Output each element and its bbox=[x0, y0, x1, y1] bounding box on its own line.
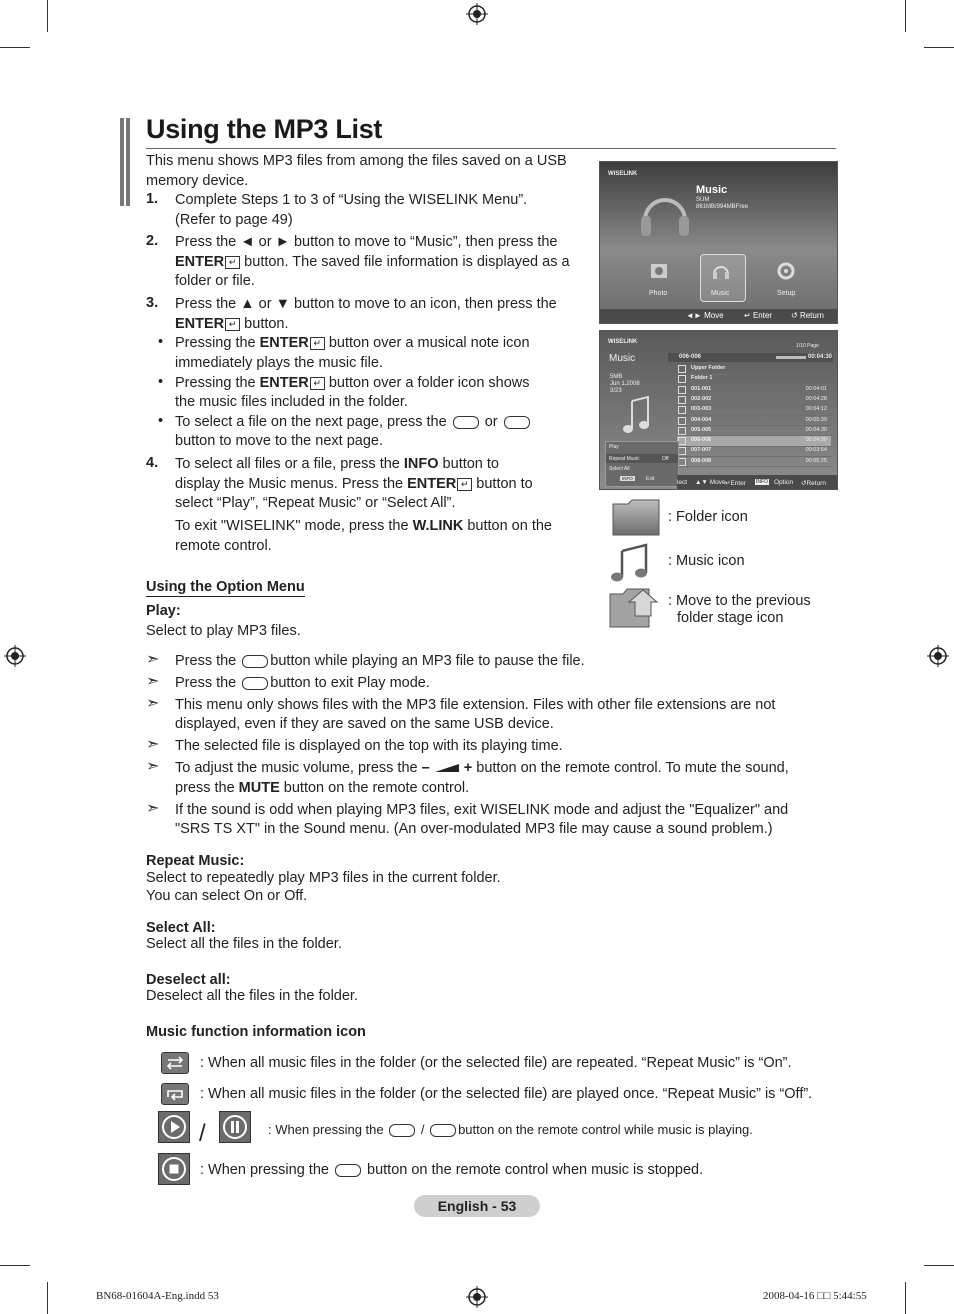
music-note-icon bbox=[678, 427, 686, 435]
bullet-dot: • bbox=[158, 413, 164, 429]
crop-mark bbox=[47, 0, 48, 32]
file-name: 001-001 bbox=[691, 385, 712, 392]
bullet-3-a bbox=[175, 413, 532, 433]
bullet-dot: • bbox=[158, 334, 164, 350]
file-time: 00:04:01 bbox=[805, 385, 827, 392]
play-button-icon bbox=[389, 1124, 415, 1137]
bullet-1-b: immediately plays the music file. bbox=[175, 355, 383, 371]
crop-mark bbox=[905, 1282, 906, 1314]
note-2 bbox=[175, 674, 430, 694]
step-3-text-a: Press the ▲ or ▼ button to move to an icon, then press the bbox=[175, 296, 557, 312]
music-note-icon bbox=[622, 393, 652, 437]
footer-file: BN68-01604A-Eng.indd 53 bbox=[96, 1290, 219, 1302]
text: press the bbox=[175, 780, 239, 796]
file-name: 002-002 bbox=[691, 395, 712, 402]
step-3-text-b bbox=[175, 315, 289, 335]
file-time: 00:04:30 bbox=[805, 426, 827, 433]
title-decoration bbox=[120, 118, 132, 210]
step-4-text-c: select “Play”, “Repeat Music” or “Select All”. bbox=[175, 495, 456, 511]
file-row[interactable] bbox=[677, 385, 831, 396]
music-note-icon bbox=[678, 437, 686, 445]
text: or bbox=[480, 414, 502, 430]
menu-item-music[interactable]: Music bbox=[711, 290, 730, 297]
rewind-button-icon bbox=[453, 416, 479, 429]
return-label: Return bbox=[806, 480, 826, 487]
file-time: 00:05:25 bbox=[805, 457, 827, 464]
music-item-icon bbox=[710, 260, 732, 282]
page-indicator: 1/10 Page bbox=[796, 343, 819, 349]
note-5-b bbox=[175, 779, 469, 799]
music-note-icon bbox=[678, 458, 686, 466]
option-menu bbox=[605, 441, 679, 487]
file-time: 00:04:28 bbox=[805, 395, 827, 402]
file-row[interactable] bbox=[677, 405, 831, 416]
music-icon bbox=[610, 541, 652, 583]
file-name: Upper Folder bbox=[691, 365, 726, 371]
step-4-text-b bbox=[175, 475, 533, 495]
file-row[interactable] bbox=[677, 374, 831, 385]
footer-date: 2008-04-16 □□ 5:44:55 bbox=[763, 1290, 867, 1302]
storage-free: 861MB/994MBFree bbox=[696, 204, 749, 210]
note-arrow-icon: ➣ bbox=[146, 758, 160, 775]
option-hint: Option bbox=[774, 479, 794, 486]
note-3-a: This menu only shows files with the MP3 file extension. Files with other file extensions are not bbox=[175, 697, 776, 713]
file-index: 3/23 bbox=[610, 388, 622, 394]
crop-mark bbox=[47, 1282, 48, 1314]
music-note-icon bbox=[678, 386, 686, 394]
enter-icon: ↵ bbox=[457, 478, 472, 491]
folder-icon bbox=[678, 375, 686, 383]
legend-prev-2: folder stage icon bbox=[677, 610, 784, 626]
file-name: 006-006 bbox=[691, 437, 712, 444]
step-3-text-b-rest: button. bbox=[240, 316, 289, 332]
menu-item-photo[interactable]: Photo bbox=[649, 290, 668, 297]
text: button while playing an MP3 file to pause the file. bbox=[270, 653, 585, 669]
bullet-2-b: the music files included in the folder. bbox=[175, 394, 408, 410]
mfi-text-2: : When all music files in the folder (or the selected file) are played once. “Repeat Music” is “Off”. bbox=[200, 1086, 813, 1102]
setup-icon bbox=[775, 260, 797, 282]
music-heading: Music bbox=[696, 184, 728, 196]
file-row[interactable] bbox=[677, 395, 831, 406]
menu-select-all[interactable]: Select All bbox=[609, 466, 630, 472]
menu-exit[interactable]: Exit bbox=[646, 476, 655, 482]
crop-mark bbox=[924, 47, 954, 48]
note-6-b: "SRS TS XT" in the Sound menu. (An over-modulated MP3 file may cause a sound problem.) bbox=[175, 821, 773, 837]
hint-bar bbox=[677, 475, 837, 489]
text: button to bbox=[438, 456, 499, 472]
file-name: Folder 1 bbox=[691, 375, 713, 382]
volume-plus-label: + bbox=[463, 760, 473, 776]
now-playing-bar bbox=[668, 353, 833, 362]
registration-mark-icon bbox=[927, 645, 949, 667]
enter-label: ENTER bbox=[175, 254, 225, 270]
text: Pressing the bbox=[175, 375, 260, 391]
registration-mark-icon bbox=[4, 645, 26, 667]
progress-bar bbox=[776, 356, 806, 359]
menu-play[interactable]: Play bbox=[609, 444, 619, 450]
pause-state-icon bbox=[219, 1111, 251, 1143]
text: button to bbox=[472, 476, 533, 492]
enter-label: Enter bbox=[730, 480, 746, 487]
enter-hint: ↵Enter bbox=[725, 480, 746, 487]
step-4-text-d bbox=[175, 517, 552, 537]
file-time: 00:04:30 bbox=[805, 437, 827, 444]
previous-folder-icon bbox=[609, 586, 661, 628]
enter-label: ENTER bbox=[175, 316, 225, 332]
file-size: 5MB bbox=[610, 374, 623, 380]
page-number-badge: English - 53 bbox=[414, 1195, 540, 1217]
select-hint: lect bbox=[677, 479, 688, 486]
wiselink-main-screenshot bbox=[599, 161, 838, 324]
stop-button-icon bbox=[335, 1164, 361, 1177]
storage-name: SUM bbox=[696, 197, 710, 203]
info-badge: INFO bbox=[622, 476, 633, 481]
mfi-text-3 bbox=[268, 1120, 753, 1140]
intro-text: This menu shows MP3 files from among the files saved on a USB memory device. bbox=[146, 153, 567, 189]
file-time: 00:05:39 bbox=[805, 416, 827, 423]
note-6-a: If the sound is odd when playing MP3 files, exit WISELINK mode and adjust the "Equalizer" and bbox=[175, 802, 789, 818]
enter-icon: ↵ bbox=[225, 318, 240, 331]
text: button to exit Play mode. bbox=[270, 675, 430, 691]
pause-button-icon bbox=[242, 655, 268, 668]
fast-forward-button-icon bbox=[504, 416, 530, 429]
text: To exit "WISELINK" mode, press the bbox=[175, 518, 413, 534]
enter-label: ENTER bbox=[259, 335, 309, 351]
text: / bbox=[417, 1122, 429, 1137]
menu-repeat: Repeat Music bbox=[609, 456, 640, 462]
note-arrow-icon: ➣ bbox=[146, 651, 160, 668]
note-3-b: displayed, even if they are saved on the same USB device. bbox=[175, 716, 554, 732]
music-note-icon bbox=[678, 396, 686, 404]
repeat-text-2: You can select On or Off. bbox=[146, 888, 308, 904]
brand-logo: WISELINK bbox=[608, 171, 638, 177]
step-number: 3. bbox=[146, 295, 159, 311]
mfi-text-1: : When all music files in the folder (or the selected file) are repeated. “Repeat Music” is “On”. bbox=[200, 1055, 792, 1071]
text: Press the bbox=[175, 653, 241, 669]
legend-music: : Music icon bbox=[668, 553, 745, 569]
move-hint: ◄► Move bbox=[686, 311, 724, 320]
step-number: 4. bbox=[146, 455, 159, 471]
file-name: 004-004 bbox=[691, 416, 712, 423]
repeat-on-icon bbox=[161, 1052, 189, 1074]
move-label: Move bbox=[704, 311, 724, 320]
repeat-off-icon bbox=[161, 1083, 189, 1105]
file-name: 007-007 bbox=[691, 447, 712, 454]
text: button on the remote control. bbox=[279, 780, 470, 796]
menu-repeat-row[interactable] bbox=[606, 454, 678, 463]
text: button on the remote control while music is playing. bbox=[458, 1122, 753, 1137]
file-row[interactable] bbox=[677, 436, 831, 447]
return-hint: ↺Return bbox=[801, 480, 826, 487]
crop-mark bbox=[924, 1265, 954, 1266]
return-hint: ↺ Return bbox=[791, 311, 824, 320]
step-1-text: Complete Steps 1 to 3 of “Using the WISELINK Menu”. bbox=[175, 192, 528, 208]
crop-mark bbox=[0, 47, 30, 48]
file-time: 00:04:12 bbox=[805, 406, 827, 413]
volume-minus-label: – bbox=[421, 760, 430, 776]
mfi-text-4 bbox=[200, 1161, 703, 1181]
file-name: 008-008 bbox=[691, 457, 712, 464]
step-number: 1. bbox=[146, 191, 159, 207]
music-note-icon bbox=[678, 417, 686, 425]
play-text: Select to play MP3 files. bbox=[146, 623, 301, 639]
page-title: Using the MP3 List bbox=[146, 114, 383, 144]
music-note-icon bbox=[678, 447, 686, 455]
note-arrow-icon: ➣ bbox=[146, 800, 160, 817]
note-5-a bbox=[175, 759, 789, 779]
text: To adjust the music volume, press the bbox=[175, 760, 422, 776]
enter-label: Enter bbox=[752, 311, 773, 320]
menu-item-setup[interactable]: Setup bbox=[777, 290, 796, 297]
bullet-3-b: button to move to the next page. bbox=[175, 433, 383, 449]
folder-icon bbox=[678, 365, 686, 373]
title-rule bbox=[146, 148, 836, 149]
note-arrow-icon: ➣ bbox=[146, 673, 160, 690]
mute-label: MUTE bbox=[238, 780, 280, 796]
headphones-icon bbox=[635, 182, 695, 242]
text: : When pressing the bbox=[268, 1122, 388, 1137]
crop-mark bbox=[905, 0, 906, 32]
legend-folder: : Folder icon bbox=[668, 509, 748, 525]
enter-label: ENTER bbox=[407, 476, 457, 492]
step-4-text-a bbox=[175, 455, 499, 475]
file-date: Jun 1,2008 bbox=[610, 381, 640, 387]
step-4-text-e: remote control. bbox=[175, 538, 272, 554]
text: Press the bbox=[175, 675, 241, 691]
brand-logo: WISELINK bbox=[608, 339, 638, 345]
file-name: 005-005 bbox=[691, 426, 712, 433]
return-label: Return bbox=[799, 311, 824, 320]
text: button over a folder icon shows bbox=[324, 375, 530, 391]
file-row[interactable] bbox=[677, 416, 831, 427]
registration-mark-icon bbox=[466, 3, 488, 25]
file-row[interactable] bbox=[677, 446, 831, 457]
note-arrow-icon: ➣ bbox=[146, 695, 160, 712]
registration-mark-icon bbox=[466, 1286, 488, 1308]
option-menu-heading bbox=[146, 578, 305, 598]
info-badge: INFO bbox=[756, 479, 768, 485]
stop-state-icon bbox=[158, 1153, 190, 1185]
text: To select a file on the next page, press the bbox=[175, 414, 451, 430]
folder-icon bbox=[612, 498, 660, 536]
deselect-text: Deselect all the files in the folder. bbox=[146, 988, 358, 1004]
note-arrow-icon: ➣ bbox=[146, 736, 160, 753]
enter-icon: ↵ bbox=[225, 256, 240, 269]
move-hint: ▲▼ Move bbox=[695, 479, 726, 486]
mfi-heading: Music function information icon bbox=[146, 1024, 366, 1040]
crop-mark bbox=[0, 1265, 30, 1266]
step-number: 2. bbox=[146, 233, 159, 249]
menu-repeat-value: Off bbox=[662, 456, 669, 462]
note-4: The selected file is displayed on the top with its playing time. bbox=[175, 738, 563, 754]
enter-icon: ↵ bbox=[310, 377, 325, 390]
music-note-icon bbox=[678, 406, 686, 414]
info-label: INFO bbox=[403, 456, 439, 472]
text: : When pressing the bbox=[200, 1162, 333, 1178]
note-1 bbox=[175, 652, 585, 672]
text: display the Music menus. Press the bbox=[175, 476, 408, 492]
wlink-label: W.LINK bbox=[412, 518, 464, 534]
text: button on the remote control. To mute the sound, bbox=[472, 760, 789, 776]
repeat-heading: Repeat Music: bbox=[146, 853, 245, 869]
play-heading: Play: bbox=[146, 603, 181, 619]
repeat-text-1: Select to repeatedly play MP3 files in the current folder. bbox=[146, 870, 501, 886]
text: button over a musical note icon bbox=[324, 335, 530, 351]
bullet-1-a bbox=[175, 334, 530, 354]
music-heading: Music bbox=[609, 353, 636, 364]
move-label: Move bbox=[709, 479, 726, 486]
enter-icon: ↵ bbox=[310, 337, 325, 350]
text: button on the bbox=[463, 518, 552, 534]
current-file: 006-006 bbox=[679, 354, 702, 360]
text: To select all files or a file, press the bbox=[175, 456, 404, 472]
slash: / bbox=[199, 1120, 206, 1147]
text: button on the remote control when music is stopped. bbox=[363, 1162, 704, 1178]
hint-bar bbox=[600, 309, 837, 323]
bullet-2-a bbox=[175, 374, 530, 394]
bullet-dot: • bbox=[158, 374, 164, 390]
step-2-text-c: folder or file. bbox=[175, 273, 255, 289]
volume-icon bbox=[434, 763, 460, 773]
file-row[interactable] bbox=[677, 457, 831, 468]
legend-prev-1: : Move to the previous bbox=[668, 593, 811, 609]
text: Pressing the bbox=[175, 335, 260, 351]
enter-label: ENTER bbox=[259, 375, 309, 391]
current-time: 00:04:30 bbox=[808, 354, 833, 360]
file-time: 00:03:54 bbox=[805, 447, 827, 454]
step-2-text-b-rest: button. The saved file information is displayed as a bbox=[240, 254, 570, 270]
play-state-icon bbox=[158, 1111, 190, 1143]
step-1-text2: (Refer to page 49) bbox=[175, 212, 293, 228]
stop-button-icon bbox=[242, 677, 268, 690]
select-all-text: Select all the files in the folder. bbox=[146, 936, 342, 952]
music-list-screenshot bbox=[599, 330, 838, 490]
photo-icon bbox=[648, 260, 670, 282]
pause-button-icon bbox=[430, 1124, 456, 1137]
enter-hint: ↵ Enter bbox=[744, 311, 773, 320]
step-2-text-a: Press the ◄ or ► button to move to “Music”, then press the bbox=[175, 234, 558, 250]
file-row[interactable] bbox=[677, 364, 831, 375]
step-2-text-b bbox=[175, 253, 570, 273]
deselect-heading: Deselect all: bbox=[146, 972, 231, 988]
select-all-heading: Select All: bbox=[146, 920, 216, 936]
file-row[interactable] bbox=[677, 426, 831, 437]
option-menu-heading-text: Using the Option Menu bbox=[146, 579, 305, 595]
file-name: 003-003 bbox=[691, 406, 712, 413]
